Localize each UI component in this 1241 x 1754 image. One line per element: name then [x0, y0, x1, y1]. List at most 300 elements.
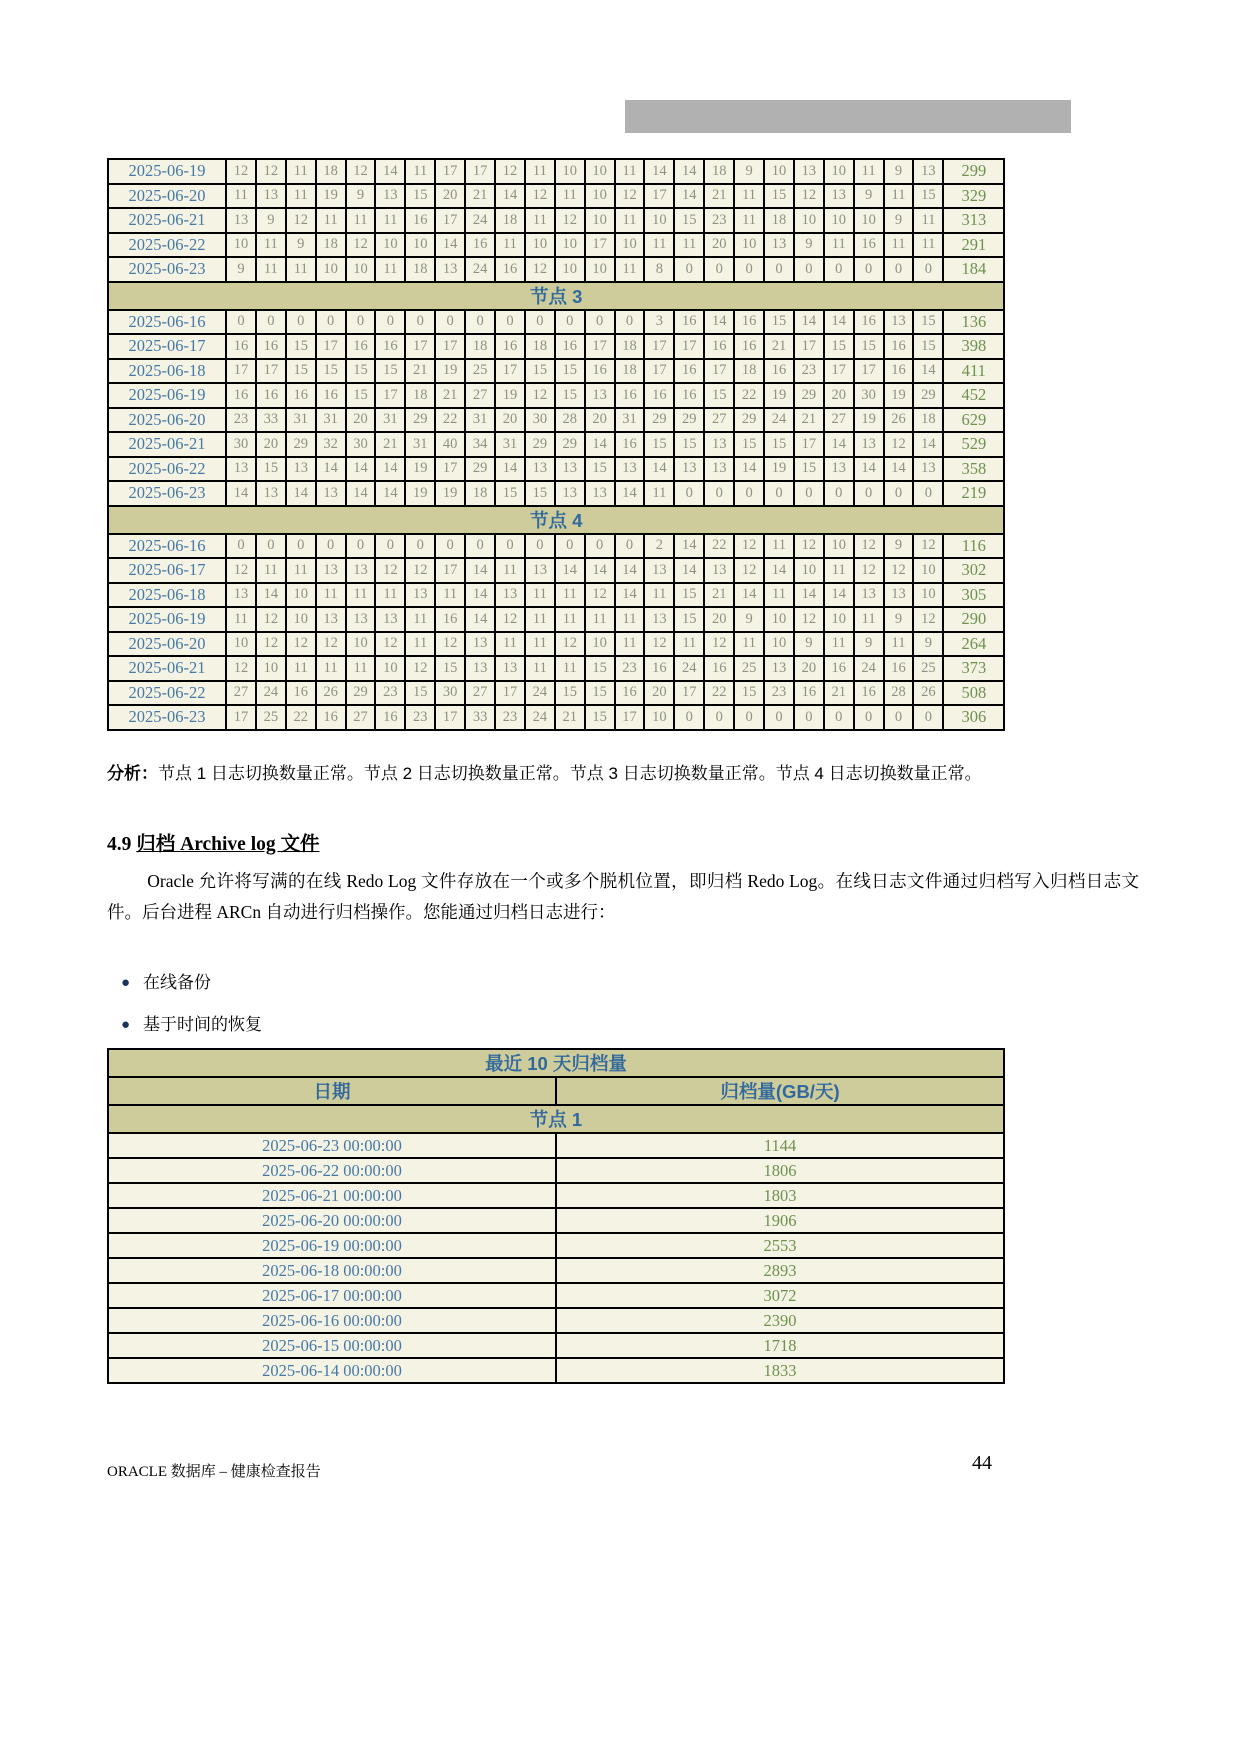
hour-cell: 11 [405, 632, 435, 657]
total-cell: 529 [943, 432, 1004, 457]
hour-cell: 14 [615, 583, 645, 608]
hour-cell: 16 [674, 310, 704, 335]
hour-cell: 11 [555, 607, 585, 632]
hour-cell: 29 [405, 408, 435, 433]
hour-cell: 19 [435, 359, 465, 384]
hour-cell: 25 [913, 656, 943, 681]
table-row [108, 233, 1004, 258]
hour-cell: 14 [375, 159, 405, 184]
hour-cell: 13 [644, 558, 674, 583]
hour-cell: 0 [913, 705, 943, 730]
hour-cell: 0 [794, 481, 824, 506]
hour-cell: 2 [644, 534, 674, 559]
hour-cell: 12 [794, 534, 824, 559]
hour-cell: 12 [884, 432, 914, 457]
hour-cell: 13 [286, 457, 316, 482]
hour-cell: 10 [794, 558, 824, 583]
analysis-text [107, 760, 1139, 788]
hour-cell: 8 [644, 257, 674, 282]
hour-cell: 16 [286, 681, 316, 706]
hour-cell: 22 [734, 383, 764, 408]
date-cell: 2025-06-19 00:00:00 [108, 1233, 556, 1258]
hour-cell: 13 [555, 457, 585, 482]
date-cell: 2025-06-17 [108, 558, 226, 583]
hour-cell: 11 [674, 632, 704, 657]
total-cell: 184 [943, 257, 1004, 282]
hour-cell: 10 [585, 257, 615, 282]
hour-cell: 11 [525, 583, 555, 608]
hour-cell: 0 [435, 534, 465, 559]
hour-cell: 14 [465, 583, 495, 608]
hour-cell: 10 [854, 208, 884, 233]
date-cell: 2025-06-22 [108, 457, 226, 482]
footer-text: ORACLE 数据库 – 健康检查报告 [107, 1464, 321, 1480]
hour-cell: 31 [495, 432, 525, 457]
hour-cell: 9 [794, 233, 824, 258]
hour-cell: 14 [316, 457, 346, 482]
date-cell: 2025-06-22 [108, 233, 226, 258]
hour-cell: 13 [884, 583, 914, 608]
hour-cell: 11 [854, 159, 884, 184]
hour-cell: 13 [525, 457, 555, 482]
table-row [108, 1283, 1004, 1308]
hour-cell: 11 [913, 208, 943, 233]
hour-cell: 15 [585, 705, 615, 730]
hour-cell: 11 [884, 184, 914, 209]
hour-cell: 14 [734, 457, 764, 482]
hour-cell: 11 [375, 583, 405, 608]
analysis-label: 分析： [107, 764, 158, 783]
hour-cell: 10 [346, 257, 376, 282]
date-cell: 2025-06-20 00:00:00 [108, 1208, 556, 1233]
hour-cell: 10 [764, 159, 794, 184]
hour-cell: 10 [256, 656, 286, 681]
hour-cell: 21 [764, 334, 794, 359]
hour-cell: 11 [734, 632, 764, 657]
hour-cell: 0 [734, 257, 764, 282]
hour-cell: 13 [405, 583, 435, 608]
hour-cell: 17 [585, 233, 615, 258]
hour-cell: 24 [465, 257, 495, 282]
hour-cell: 10 [824, 534, 854, 559]
hour-cell: 16 [555, 334, 585, 359]
hour-cell: 10 [585, 208, 615, 233]
hour-cell: 14 [226, 481, 256, 506]
hour-cell: 11 [644, 481, 674, 506]
hour-cell: 30 [226, 432, 256, 457]
hour-cell: 16 [495, 334, 525, 359]
hour-cell: 0 [913, 257, 943, 282]
hour-cell: 14 [854, 457, 884, 482]
hour-cell: 21 [465, 184, 495, 209]
hour-cell: 15 [405, 681, 435, 706]
hour-cell: 10 [824, 607, 854, 632]
hour-cell: 17 [495, 681, 525, 706]
hour-cell: 16 [316, 383, 346, 408]
hour-cell: 20 [435, 184, 465, 209]
hour-cell: 13 [226, 583, 256, 608]
total-cell: 398 [943, 334, 1004, 359]
hour-cell: 16 [704, 334, 734, 359]
hour-cell: 30 [435, 681, 465, 706]
hour-cell: 15 [585, 656, 615, 681]
hour-cell: 0 [435, 310, 465, 335]
hour-cell: 24 [525, 681, 555, 706]
table-row [108, 310, 1004, 335]
hour-cell: 14 [764, 558, 794, 583]
hour-cell: 21 [435, 383, 465, 408]
hour-cell: 10 [286, 583, 316, 608]
bullet-list [121, 968, 1021, 1052]
hour-cell: 10 [375, 656, 405, 681]
hour-cell: 15 [585, 681, 615, 706]
hour-cell: 13 [525, 558, 555, 583]
hour-cell: 9 [884, 208, 914, 233]
hour-cell: 14 [674, 534, 704, 559]
date-cell: 2025-06-17 00:00:00 [108, 1283, 556, 1308]
date-cell: 2025-06-22 [108, 681, 226, 706]
hour-cell: 0 [854, 705, 884, 730]
hour-cell: 16 [465, 233, 495, 258]
hour-cell: 31 [286, 408, 316, 433]
volume-cell: 1833 [556, 1358, 1004, 1383]
table-row [108, 1358, 1004, 1383]
hour-cell: 29 [525, 432, 555, 457]
hour-cell: 27 [704, 408, 734, 433]
hour-cell: 13 [854, 432, 884, 457]
hour-cell: 19 [884, 383, 914, 408]
hour-cell: 0 [615, 310, 645, 335]
hour-cell: 0 [375, 310, 405, 335]
hour-cell: 0 [286, 310, 316, 335]
hour-cell: 17 [824, 359, 854, 384]
hour-cell: 13 [585, 383, 615, 408]
hour-cell: 12 [226, 656, 256, 681]
hour-cell: 10 [615, 233, 645, 258]
hour-cell: 21 [704, 583, 734, 608]
hour-cell: 12 [704, 632, 734, 657]
volume-cell: 1806 [556, 1158, 1004, 1183]
hour-cell: 11 [913, 233, 943, 258]
hour-cell: 0 [884, 257, 914, 282]
hour-cell: 14 [495, 184, 525, 209]
hour-cell: 13 [854, 583, 884, 608]
hour-cell: 11 [734, 184, 764, 209]
archive-table-title: 最近 10 天归档量 [108, 1049, 1004, 1077]
hour-cell: 14 [913, 432, 943, 457]
hour-cell: 23 [405, 705, 435, 730]
hour-cell: 11 [674, 233, 704, 258]
hour-cell: 24 [465, 208, 495, 233]
hour-cell: 21 [704, 184, 734, 209]
hour-cell: 17 [704, 359, 734, 384]
hour-cell: 16 [644, 656, 674, 681]
hour-cell: 11 [316, 583, 346, 608]
hour-cell: 0 [674, 705, 704, 730]
hour-cell: 9 [884, 607, 914, 632]
hour-cell: 16 [854, 233, 884, 258]
hour-cell: 10 [226, 632, 256, 657]
hour-cell: 0 [495, 534, 525, 559]
hour-cell: 12 [346, 159, 376, 184]
bullet-text: 基于时间的恢复 [143, 1015, 262, 1034]
hour-cell: 14 [256, 583, 286, 608]
hour-cell: 11 [525, 656, 555, 681]
hour-cell: 16 [764, 359, 794, 384]
hour-cell: 14 [495, 457, 525, 482]
date-cell: 2025-06-18 [108, 359, 226, 384]
hour-cell: 10 [555, 257, 585, 282]
hour-cell: 10 [226, 233, 256, 258]
hour-cell: 10 [375, 233, 405, 258]
hour-cell: 9 [286, 233, 316, 258]
hour-cell: 17 [435, 208, 465, 233]
volume-cell: 2893 [556, 1258, 1004, 1283]
hour-cell: 15 [375, 359, 405, 384]
hour-cell: 13 [824, 184, 854, 209]
total-cell: 116 [943, 534, 1004, 559]
date-cell: 2025-06-18 [108, 583, 226, 608]
date-cell: 2025-06-16 [108, 310, 226, 335]
hour-cell: 13 [316, 607, 346, 632]
section-title: 归档 Archive log 文件 [136, 834, 320, 855]
hour-cell: 12 [346, 233, 376, 258]
hour-cell: 19 [764, 383, 794, 408]
hour-cell: 16 [495, 257, 525, 282]
date-cell: 2025-06-20 [108, 184, 226, 209]
hour-cell: 18 [615, 359, 645, 384]
hour-cell: 23 [704, 208, 734, 233]
hour-cell: 17 [644, 359, 674, 384]
hour-cell: 14 [346, 457, 376, 482]
hour-cell: 0 [854, 257, 884, 282]
archive-table-wrap [107, 1048, 1005, 1384]
hour-cell: 33 [465, 705, 495, 730]
hour-cell: 14 [346, 481, 376, 506]
hour-cell: 12 [256, 159, 286, 184]
hour-cell: 0 [555, 534, 585, 559]
hour-cell: 14 [704, 310, 734, 335]
hour-cell: 12 [256, 632, 286, 657]
hour-cell: 12 [913, 534, 943, 559]
hour-cell: 18 [525, 334, 555, 359]
hour-cell: 12 [226, 159, 256, 184]
hour-cell: 11 [346, 656, 376, 681]
hour-cell: 10 [525, 233, 555, 258]
hour-cell: 12 [794, 184, 824, 209]
hour-cell: 18 [465, 481, 495, 506]
table-row [108, 1258, 1004, 1283]
table-row [108, 656, 1004, 681]
hour-cell: 15 [794, 457, 824, 482]
hour-cell: 17 [854, 359, 884, 384]
hour-cell: 12 [405, 656, 435, 681]
hour-cell: 12 [884, 558, 914, 583]
hour-cell: 10 [644, 705, 674, 730]
hour-cell: 20 [644, 681, 674, 706]
hour-cell: 11 [525, 208, 555, 233]
hour-cell: 14 [674, 558, 704, 583]
hour-cell: 26 [316, 681, 346, 706]
hour-cell: 20 [585, 408, 615, 433]
hour-cell: 24 [256, 681, 286, 706]
hour-cell: 11 [884, 632, 914, 657]
hour-cell: 18 [764, 208, 794, 233]
hour-cell: 19 [435, 481, 465, 506]
hour-cell: 13 [704, 432, 734, 457]
hour-cell: 11 [884, 233, 914, 258]
hour-cell: 17 [794, 334, 824, 359]
hour-cell: 16 [854, 681, 884, 706]
total-cell: 219 [943, 481, 1004, 506]
node-band-row [108, 506, 1004, 534]
hour-cell: 19 [405, 481, 435, 506]
table-row [108, 457, 1004, 482]
total-cell: 411 [943, 359, 1004, 384]
hour-cell: 9 [346, 184, 376, 209]
hour-cell: 11 [286, 558, 316, 583]
hour-cell: 17 [585, 334, 615, 359]
hour-cell: 0 [704, 257, 734, 282]
hour-cell: 9 [854, 632, 884, 657]
hour-cell: 13 [674, 457, 704, 482]
hour-cell: 16 [824, 656, 854, 681]
hour-cell: 15 [764, 184, 794, 209]
hour-cell: 29 [644, 408, 674, 433]
hour-cell: 14 [794, 583, 824, 608]
table-row [108, 432, 1004, 457]
bullet-text: 在线备份 [143, 973, 211, 992]
date-cell: 2025-06-19 [108, 159, 226, 184]
hour-cell: 10 [794, 208, 824, 233]
hour-cell: 27 [226, 681, 256, 706]
total-cell: 290 [943, 607, 1004, 632]
hour-cell: 0 [824, 481, 854, 506]
hour-cell: 13 [615, 457, 645, 482]
volume-cell: 3072 [556, 1283, 1004, 1308]
hour-cell: 13 [884, 310, 914, 335]
table-row [108, 558, 1004, 583]
hour-cell: 16 [316, 705, 346, 730]
date-cell: 2025-06-16 [108, 534, 226, 559]
hour-cell: 18 [913, 408, 943, 433]
total-cell: 508 [943, 681, 1004, 706]
hour-cell: 16 [674, 359, 704, 384]
hour-cell: 0 [405, 310, 435, 335]
total-cell: 452 [943, 383, 1004, 408]
table-row [108, 1208, 1004, 1233]
hour-cell: 13 [346, 558, 376, 583]
section-number: 4.9 [107, 834, 137, 855]
hour-cell: 29 [555, 432, 585, 457]
hour-cell: 19 [495, 383, 525, 408]
hour-cell: 13 [585, 481, 615, 506]
hour-cell: 0 [346, 534, 376, 559]
volume-cell: 1803 [556, 1183, 1004, 1208]
date-cell: 2025-06-19 [108, 607, 226, 632]
hour-cell: 15 [644, 432, 674, 457]
hour-cell: 0 [674, 481, 704, 506]
hour-cell: 0 [704, 705, 734, 730]
hour-cell: 23 [615, 656, 645, 681]
hour-cell: 25 [256, 705, 286, 730]
hour-cell: 15 [495, 481, 525, 506]
hour-cell: 16 [674, 383, 704, 408]
hour-cell: 40 [435, 432, 465, 457]
hour-cell: 16 [704, 656, 734, 681]
hour-cell: 16 [256, 383, 286, 408]
hour-cell: 15 [555, 681, 585, 706]
hour-cell: 11 [286, 656, 316, 681]
table-row [108, 1233, 1004, 1258]
hour-cell: 10 [346, 632, 376, 657]
hour-cell: 16 [615, 432, 645, 457]
volume-column-header: 归档量(GB/天) [556, 1077, 1004, 1105]
bullet-item [121, 1010, 1021, 1034]
hour-cell: 24 [854, 656, 884, 681]
analysis-body: 节点 1 日志切换数量正常。节点 2 日志切换数量正常。节点 3 日志切换数量正常。节点 4 日志切换数量正常。 [158, 764, 982, 783]
hour-cell: 11 [286, 257, 316, 282]
hour-cell: 14 [585, 558, 615, 583]
date-cell: 2025-06-23 [108, 705, 226, 730]
hour-cell: 0 [615, 534, 645, 559]
hour-cell: 15 [913, 310, 943, 335]
hour-cell: 0 [375, 534, 405, 559]
hour-cell: 11 [435, 583, 465, 608]
log-switch-table-wrap [107, 158, 1005, 731]
hour-cell: 13 [495, 583, 525, 608]
hour-cell: 0 [465, 534, 495, 559]
hour-cell: 15 [734, 432, 764, 457]
hour-cell: 0 [525, 534, 555, 559]
table-row [108, 481, 1004, 506]
hour-cell: 17 [435, 705, 465, 730]
hour-cell: 13 [375, 607, 405, 632]
hour-cell: 12 [585, 583, 615, 608]
hour-cell: 31 [405, 432, 435, 457]
hour-cell: 11 [525, 632, 555, 657]
hour-cell: 10 [585, 632, 615, 657]
hour-cell: 13 [824, 457, 854, 482]
hour-cell: 15 [704, 383, 734, 408]
hour-cell: 12 [256, 607, 286, 632]
archive-table-title-row [108, 1049, 1004, 1077]
total-cell: 302 [943, 558, 1004, 583]
hour-cell: 32 [316, 432, 346, 457]
hour-cell: 20 [256, 432, 286, 457]
hour-cell: 16 [435, 607, 465, 632]
hour-cell: 9 [884, 159, 914, 184]
total-cell: 306 [943, 705, 1004, 730]
hour-cell: 0 [465, 310, 495, 335]
hour-cell: 28 [555, 408, 585, 433]
hour-cell: 13 [465, 656, 495, 681]
hour-cell: 0 [286, 534, 316, 559]
hour-cell: 13 [913, 457, 943, 482]
hour-cell: 13 [316, 481, 346, 506]
hour-cell: 9 [884, 534, 914, 559]
log-switch-table [107, 158, 1005, 731]
date-cell: 2025-06-22 00:00:00 [108, 1158, 556, 1183]
hour-cell: 31 [316, 408, 346, 433]
hour-cell: 14 [465, 607, 495, 632]
hour-cell: 23 [794, 359, 824, 384]
hour-cell: 13 [764, 656, 794, 681]
hour-cell: 29 [286, 432, 316, 457]
total-cell: 264 [943, 632, 1004, 657]
date-cell: 2025-06-18 00:00:00 [108, 1258, 556, 1283]
hour-cell: 21 [794, 408, 824, 433]
